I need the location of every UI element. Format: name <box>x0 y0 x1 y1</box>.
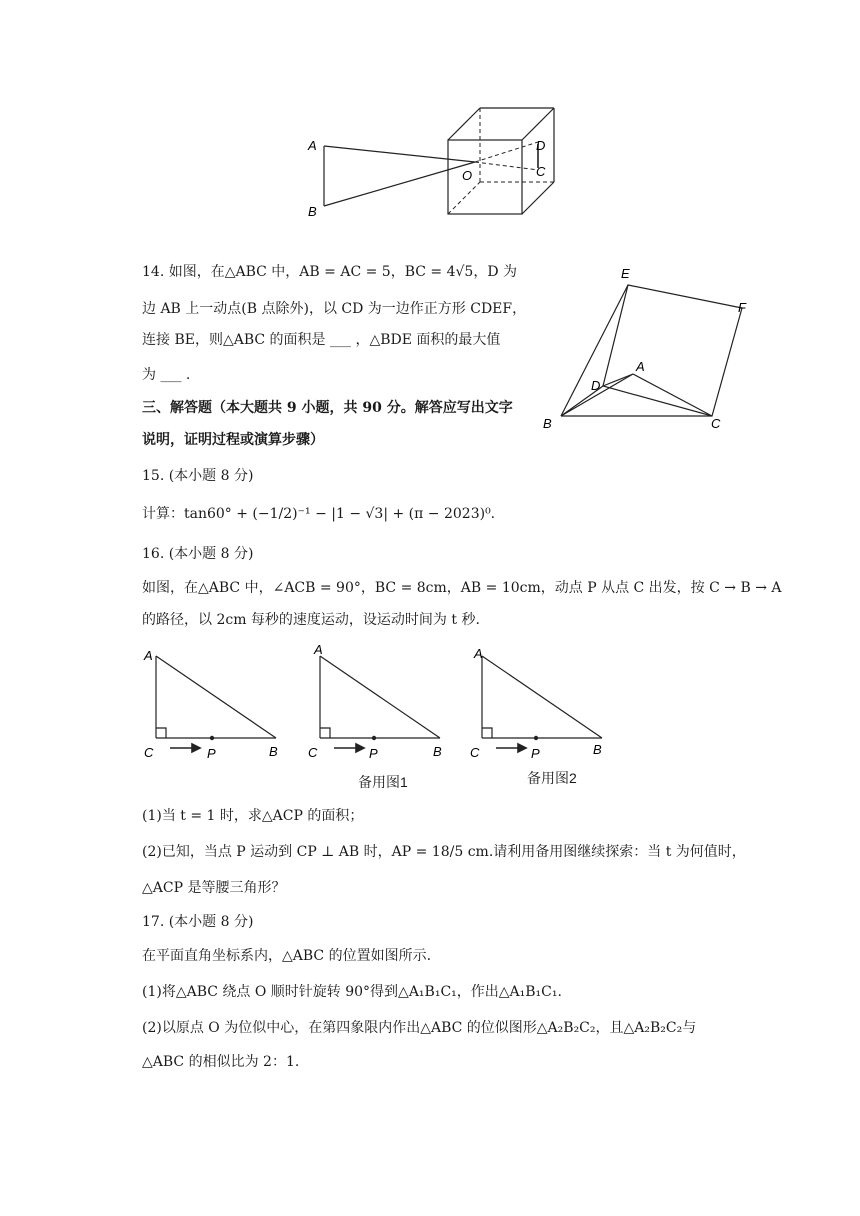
q17-line-1: 在平面直角坐标系内，△ABC 的位置如图所示. <box>142 948 432 964</box>
t2-label-p: P <box>369 746 378 761</box>
t2-label-a: A <box>314 642 323 657</box>
caption-figure-2: 备用图2 <box>527 770 577 786</box>
t3-label-c: C <box>470 745 480 760</box>
q14-line-4: 为 ___ . <box>142 367 191 383</box>
q15-text: 计算：tan60° + (−1/2)⁻¹ − |1 − √3| + (π − 2023)⁰. <box>142 506 496 522</box>
cube-label-o: O <box>462 168 473 183</box>
cube-figure <box>300 100 560 225</box>
q17-line-3: (2)以原点 O 为位似中心，在第四象限内作出△ABC 的位似图形△A₂B₂C₂，且△A₂B₂C₂与 <box>142 1020 697 1036</box>
q14-figure <box>535 258 760 438</box>
t3-label-p: P <box>531 746 540 761</box>
q16-header: 16. (本小题 8 分) <box>142 546 254 562</box>
q17-line-2: (1)将△ABC 绕点 O 顺时针旋转 90°得到△A₁B₁C₁，作出△A₁B₁C₁. <box>142 984 562 1000</box>
cube-label-b: B <box>308 204 317 219</box>
q14-label-a: A <box>636 359 645 374</box>
q16-part2b: △ACP 是等腰三角形？ <box>142 880 286 896</box>
q14-line-2: 边 AB 上一动点(B 点除外)，以 CD 为一边作正方形 CDEF， <box>142 301 527 317</box>
caption-figure-1: 备用图1 <box>358 774 408 790</box>
cube-label-c: C <box>536 164 546 179</box>
q14-line-3: 连接 BE，则△ABC 的面积是 ___ ，△BDE 面积的最大值 <box>142 332 501 348</box>
q17-line-4: △ABC 的相似比为 2：1. <box>142 1054 300 1070</box>
q14-label-d: D <box>591 378 601 393</box>
q14-label-e: E <box>621 266 630 281</box>
t2-label-c: C <box>308 745 318 760</box>
q16-figures <box>140 640 620 770</box>
q15-header: 15. (本小题 8 分) <box>142 468 254 484</box>
q14-label-c: C <box>711 416 721 431</box>
section-heading-2: 说明，证明过程或演算步骤） <box>142 432 324 448</box>
cube-label-a: A <box>308 138 317 153</box>
t1-label-b: B <box>269 744 278 759</box>
q16-line-2: 的路径，以 2cm 每秒的速度运动，设运动时间为 t 秒. <box>142 612 480 628</box>
q17-header: 17. (本小题 8 分) <box>142 914 254 930</box>
t1-label-p: P <box>207 746 216 761</box>
t3-label-b: B <box>593 742 602 757</box>
section-heading-1: 三、解答题（本大题共 9 小题，共 90 分。解答应写出文字 <box>142 400 513 416</box>
q14-line-1: 14. 如图，在△ABC 中，AB = AC = 5，BC = 4√5，D 为 <box>142 264 517 280</box>
t1-label-a: A <box>144 648 153 663</box>
t2-label-b: B <box>433 744 442 759</box>
t3-label-a: A <box>474 646 483 661</box>
q16-part2: (2)已知，当点 P 运动到 CP ⊥ AB 时，AP = 18/5 cm.请利用备用图继续探索：当 t 为何值时， <box>142 844 746 860</box>
t1-label-c: C <box>144 745 154 760</box>
q14-label-b: B <box>543 416 552 431</box>
q14-label-f: F <box>738 300 746 315</box>
q16-part1: (1)当 t = 1 时，求△ACP 的面积； <box>142 808 364 824</box>
cube-label-d: D <box>536 138 546 153</box>
q16-line-1: 如图，在△ABC 中，∠ACB = 90°，BC = 8cm，AB = 10cm，动点 P 从点 C 出发，按 C → B → A <box>142 580 782 596</box>
